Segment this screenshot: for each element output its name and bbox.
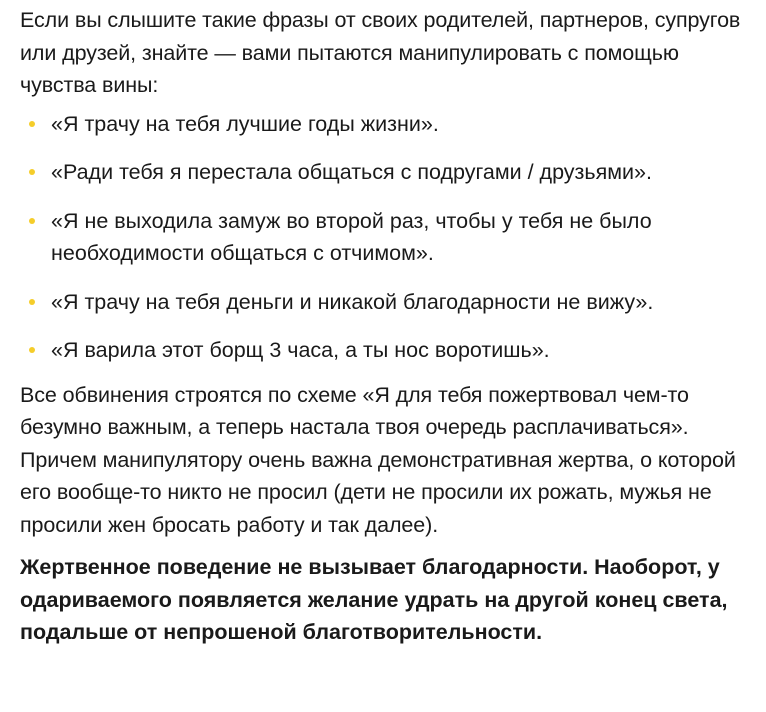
intro-paragraph: Если вы слышите такие фразы от своих родителей, партнеров, супругов или друзей, знайте — вами пытаются манипулировать с помощью чувства вины: [20, 8, 741, 97]
body-paragraph: Все обвинения строятся по схеме «Я для тебя пожертвовал чем-то безумно важным, а теперь настала твоя очередь расплачиваться». Причем манипулятору очень важна демонстративная жертва, о которой его вообще-то никто не просил (дети не просили их рожать, мужья не просили жен бросать работу и так далее). [20, 382, 736, 537]
conclusion-paragraph: Жертвенное поведение не вызывает благодарности. Наоборот, у одариваемого появляется желание удрать на другой конец света, подальше от непрошеной благотворительности. [20, 555, 728, 644]
bullet-text: «Я трачу на тебя деньги и никакой благодарности не вижу». [51, 289, 654, 314]
bullet-text: «Я варила этот борщ 3 часа, а ты нос воротишь». [51, 338, 550, 362]
bullet-text: «Я не выходила замуж во второй раз, чтобы у тебя не было необходимости общаться с отчимом». [51, 208, 652, 265]
bullet-list [20, 108, 752, 367]
bullet-item [20, 108, 752, 141]
bullet-item [20, 156, 752, 189]
bullet-text: «Я трачу на тебя лучшие годы жизни». [51, 111, 439, 136]
bullet-item [20, 205, 752, 270]
bullet-item [20, 286, 752, 319]
bullet-dot-icon [29, 169, 35, 175]
bullet-item [20, 334, 752, 367]
bullet-dot-icon [29, 299, 35, 305]
bullet-dot-icon [29, 218, 35, 224]
bullet-dot-icon [29, 347, 35, 353]
bullet-dot-icon [29, 121, 35, 127]
bullet-text: «Ради тебя я перестала общаться с подругами / друзьями». [51, 160, 652, 184]
